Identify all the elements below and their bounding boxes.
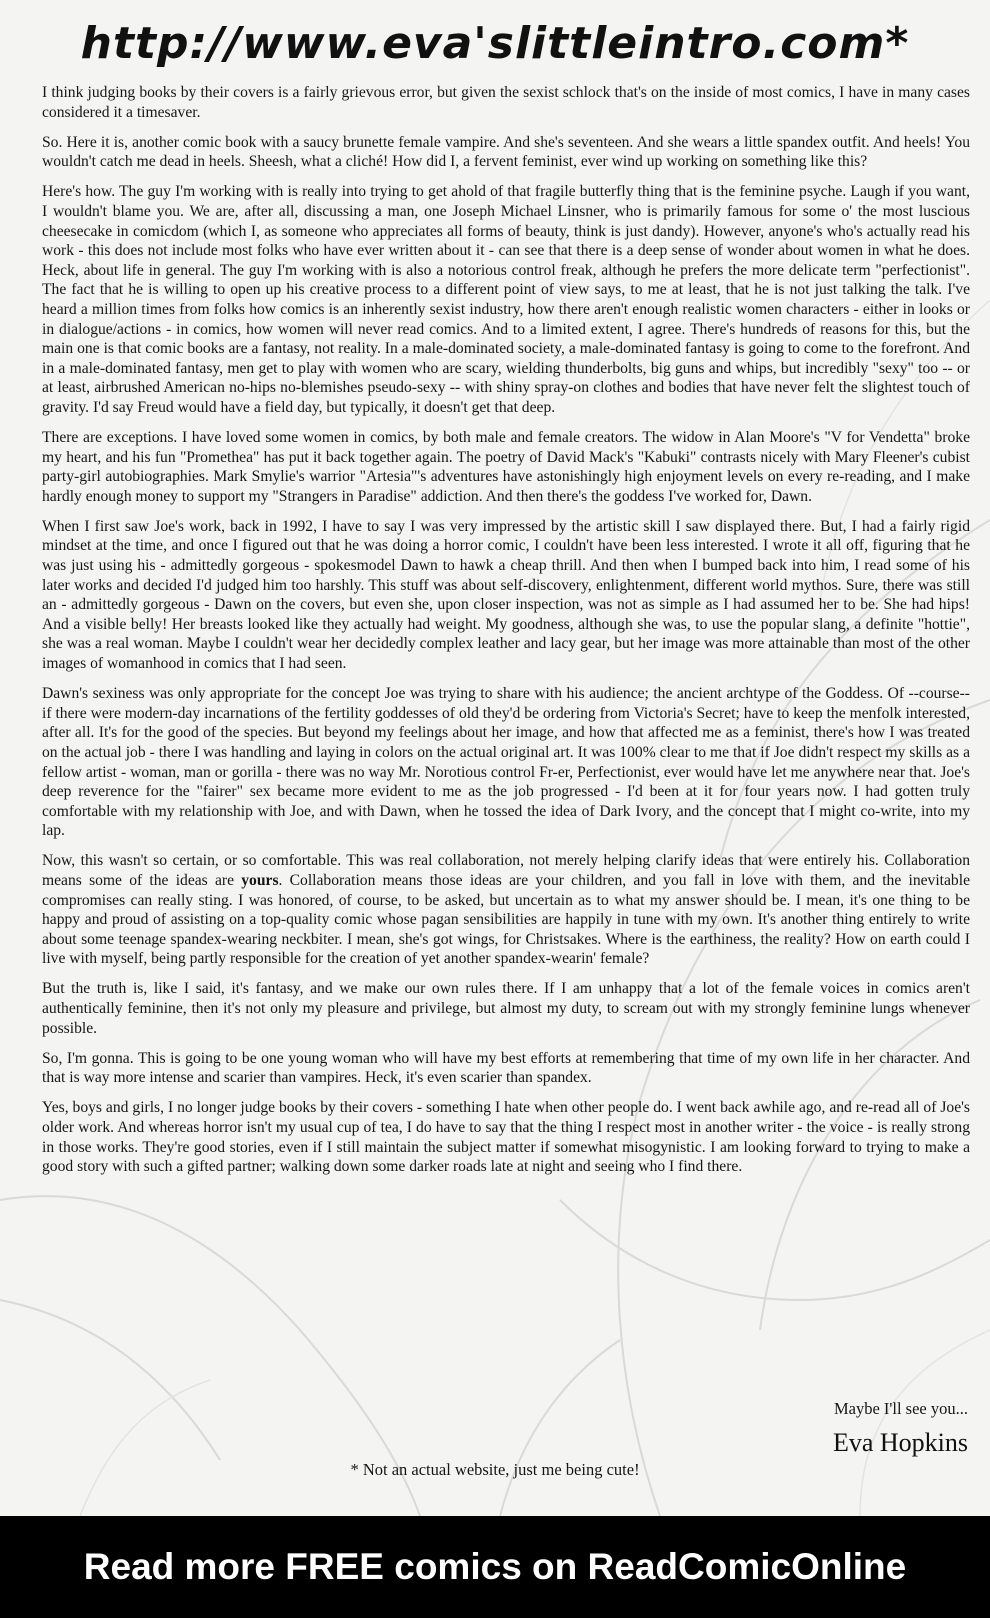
paragraph: There are exceptions. I have loved some women in comics, by both male and female creators. The widow in Alan Moore's "V for Vendetta" broke my heart, and his fun "Promethea" has put it back together again. The poetry of David Mack's "Kabuki" contrasts nicely with Mary Fleener's cubist party-girl autobiographies. Mark Smylie's warrior "Artesia"'s adventures have astonishingly high enjoyment levels on every re-reading, and I make hardly enough money to support my "Strangers in Paradise" addiction. And then there's the goddess I've worked for, Dawn. bbox=[42, 429, 970, 505]
paragraph: Yes, boys and girls, I no longer judge books by their covers - something I hate when other people do. I went back awhile ago, and re-read all of Joe's older work. And whereas horror isn't my usual cup of tea, I do have to say that the thing I respect most in another writer - the voice - is really strong in those works. They're good stories, even if I still maintain the subject matter if somewhat misogynistic. I am looking forward to trying to make a good story with such a gifted partner; walking down some darker roads late at night and seeing who I find there. bbox=[42, 1099, 970, 1176]
promo-banner: Read more FREE comics on ReadComicOnline bbox=[0, 1516, 990, 1618]
paragraph: Here's how. The guy I'm working with is really into trying to get ahold of that fragile butterfly thing that is the feminine psyche. Laugh if you want, I wouldn't blame you. We are, after all, discussing a man, one Joseph Michael Linsner, who is primarily famous for some o' the most luscious cheesecake in comicdom (which I, as someone who appreciates all forms of beauty, think is just dandy). However, anyone's who's actually read his work - this does not include most folks who have ever written about it - can see that there is a deep sense of wonder about women in what he does. Heck, about life in general. The guy I'm working with is also a notorious control freak, although he prefers the more delicate term "perfectionist". The fact that he is willing to open up his creative process to a different point of view says, to me at least, that he is not just talking the talk. I've heard a million times from folks how comics is an inherently sexist industry, how there aren't enough realistic women characters - either in looks or in dialogue/actions - in comics, how women will never read comics. And to a limited extent, I agree. There's hundreds of reasons for this, but the main one is that comic books are a fantasy, not reality. In a male-dominated society, a male-dominated fantasy is going to come to the forefront. And in a male-dominated fantasy, men get to play with women who are scary, wielding thunderbolts, big guns and whips, but incredibly "sexy" too -- or at least, airbrushed American no-hips no-blemishes pseudo-sexy -- with shiny spray-on clothes and bodies that have never felt the slightest touch of gravity. I'd say Freud would have a field day, but typically, it doesn't get that deep. bbox=[42, 183, 970, 416]
paragraph: When I first saw Joe's work, back in 1992, I have to say I was very impressed by the artistic skill I saw displayed there. But, I had a fairly rigid mindset at the time, and once I figured out that he was doing a horror comic, I couldn't have been less interested. I wrote it all off, figuring that he was just using his - admittedly gorgeous - spokesmodel Dawn to hawk a cheap thrill. And then when I bumped back into him, I read some of his later works and decided I'd judged him too harshly. This stuff was about self-discovery, enlightenment, different world mythos. Sure, there was still an - admittedly gorgeous - Dawn on the covers, but even she, upon closer inspection, was not as simple as I had assumed her to be. She had hips! And a visible belly! Her breasts looked like they actually had weight. My goodness, although she was, to use the popular slang, a definite "hottie", she was a real woman. Maybe I couldn't wear her decidedly complex leather and lacy gear, but her image was more attainable than most of the other images of womanhood in comics that I had seen. bbox=[42, 517, 970, 673]
footnote: * Not an actual website, just me being cute! bbox=[350, 1460, 640, 1479]
article-body bbox=[42, 83, 970, 1187]
paragraph-text: . Collaboration means those ideas are your children, and you fall in love with them, and the inevitable compromises can really sting. I was honored, of course, to be asked, but uncertain as to what my answer should be. I mean, it's one thing to be happy and proud of assisting on a top-quality comic whose pagan sensibilities are happily in tune with my own. It's another thing entirely to write about some teenage spandex-wearing neckbiter. I mean, she's got wings, for Christsakes. Where is the earthiness, the reality? How on earth could I live with myself, being partly responsible for the creation of yet another spandex-wearin' female? bbox=[42, 871, 970, 968]
author-signature: Eva Hopkins bbox=[832, 1428, 968, 1457]
paragraph: So, I'm gonna. This is going to be one young woman who will have my best efforts at remembering that time of my own life in her character. And that is way more intense and scarier than vampires. Heck, it's even scarier than spandex. bbox=[42, 1049, 970, 1087]
paragraph-collaboration bbox=[42, 851, 970, 969]
header-url-title: http://www.eva'slittleintro.com* bbox=[80, 18, 910, 69]
paragraph: So. Here it is, another comic book with a saucy brunette female vampire. And she's seventeen. And she wears a little spandex outfit. And heels! You wouldn't catch me dead in heels. Sheesh, what a cliché! How did I, a fervent feminist, ever wind up working on something like this? bbox=[42, 133, 970, 171]
paragraph-text: Now, this wasn't so certain, or so comfortable. This was real collaboration, not merely helping clarify ideas that were entirely his. Collaboration means some of the ideas are bbox=[42, 852, 970, 889]
paragraph: But the truth is, like I said, it's fantasy, and we make our own rules there. If I am unhappy that a lot of the female voices in comics aren't authentically feminine, then it's not only my pleasure and privilege, but almost my duty, to scream out with my strongly feminine lungs whenever possible. bbox=[42, 980, 970, 1037]
closing-line: Maybe I'll see you... bbox=[833, 1399, 968, 1418]
paragraph: Dawn's sexiness was only appropriate for the concept Joe was trying to share with his audience; the ancient archtype of the Goddess. Of --course-- if there were modern-day incarnations of the fertility goddesses of old they'd be ordering from Victoria's Secret; have to keep the menfolk interested, after all. It's for the good of the species. But beyond my feelings about her image, and how that affected me as a feminist, there's how I was treated on the actual job - there I was handling and laying in colors on the actual original art. It was 100% clear to me that if Joe didn't respect my skills as a fellow artist - woman, man or gorilla - there was no way Mr. Norotious control Fr-er, Perfectionist, ever would have let me anywhere near that. Joe's deep reverence for the "fairer" sex became more evident to me as the job progressed - I'd been at it for four years now. I had gotten truly comfortable with my relationship with Joe, and with Dawn, when he tossed the idea of Dark Ivory, and the concept that I might co-write, into my lap. bbox=[42, 685, 970, 840]
paragraph: I think judging books by their covers is a fairly grievous error, but given the sexist schlock that's on the inside of most comics, I have in many cases considered it a timesaver. bbox=[42, 84, 970, 121]
emphasis-yours: yours bbox=[241, 871, 279, 889]
